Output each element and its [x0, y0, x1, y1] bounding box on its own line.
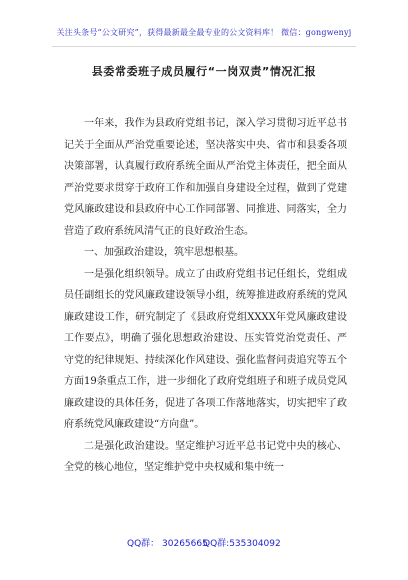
document-title: 县委常委班子成员履行“一岗双责”情况汇报 — [91, 65, 317, 78]
document-body — [64, 113, 347, 479]
paragraph-political-construction: 二是强化政治建设。坚定维护习近平总书记党中央的核心、全党的核心地位，坚定维护党中央权威和集中统一 — [64, 440, 347, 473]
paragraph-intro: 一年来，我作为县政府党组书记，深入学习贯彻习近平总书记关于全面从严治党重要论述，坚决落实中央、省市和县委各项决策部署，认真履行政府系统全面从严治党主体责任，把全面从严治党要求贯穿于政府工作和加强自身建设全过程，做到了党建党风廉政建设和县政府中心工作同部署、同推进、同落实，全力营造了政府系统风清气正的良好政治生态。 — [64, 118, 347, 237]
footer-qq-group-2: QQ群:535304092 — [203, 539, 281, 549]
footer-qq-group-1: QQ群： 30265665 — [127, 539, 208, 549]
section-heading-1: 一、加强政治建设，筑牢思想根基。 — [84, 247, 244, 258]
header-divider — [52, 46, 356, 47]
header-promo-text: 关注头条号“公文研究”，获得最新最全最专业的公文资料库！ 微信：gongwenyj — [56, 28, 352, 37]
paragraph-organizational-leadership: 一是强化组织领导。成立了由政府党组书记任组长，党组成员任副组长的党风廉政建设领导小组，统筹推进政府系统的党风廉政建设工作，研究制定了《县政府党组XXXX年党风廉政建设工作要点》，明确了强化思想政治建设、压实管党治党责任、严守党的纪律规矩、持续深化作风建设、强化监督问责追究等五个方面19条重点工作，进一步细化了政府党组班子和班子成员党风廉政建设的具体任务，促进了各项工作落地落实，切实把牢了政府系统党风廉政建设“方向盘”。 — [64, 268, 347, 430]
